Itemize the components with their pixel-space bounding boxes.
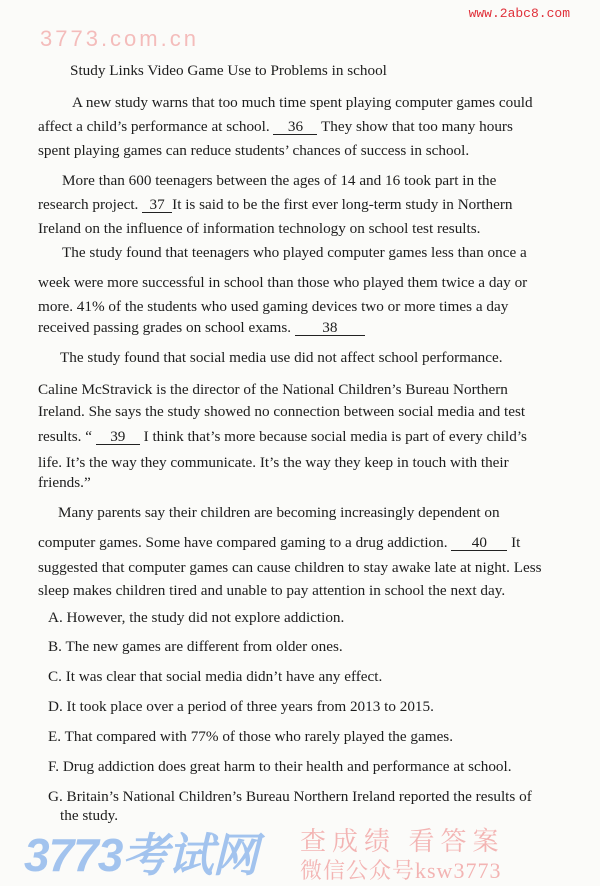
- answer-blank-39: 39: [96, 429, 140, 445]
- text-segment: More than 600 teenagers between the ages of 14 and 16 took part in the: [62, 172, 497, 189]
- text-segment: affect a child’s performance at school.: [38, 118, 274, 135]
- text-segment: sleep makes children tired and unable to pay attention in school the next day.: [38, 582, 506, 599]
- text-line: [38, 220, 480, 238]
- text-segment: A new study warns that too much time spent playing computer games could: [72, 94, 533, 111]
- text-line: [38, 298, 508, 316]
- text-segment: friends.”: [38, 474, 91, 491]
- answer-blank-36: 36: [273, 119, 317, 135]
- text-line: [38, 381, 508, 399]
- text-line: [62, 172, 496, 190]
- text-line: [38, 319, 365, 337]
- text-segment: received passing grades on school exams.: [38, 319, 295, 336]
- option-E: E. That compared with 77% of those who rarely played the games.: [48, 728, 454, 745]
- text-line: [72, 94, 533, 112]
- text-line: [38, 474, 91, 492]
- text-segment: I think that’s more because social media is part of every child’s: [139, 428, 527, 445]
- text-segment: life. It’s the way they communicate. It’s the way they keep in touch with their: [38, 454, 509, 471]
- option-F: F. Drug addiction does great harm to their health and performance at school.: [48, 758, 512, 775]
- text-line: [38, 582, 505, 600]
- watermark-line1: 查成绩 看答案: [300, 827, 505, 856]
- answer-blank-40: 40: [451, 535, 507, 551]
- text-segment: The study found that social media use did not affect school performance.: [60, 349, 503, 366]
- text-segment: Caline McStravick is the director of the National Children’s Bureau Northern: [38, 381, 508, 398]
- text-segment: results. “: [38, 428, 96, 445]
- text-segment: research project.: [38, 196, 143, 213]
- text-segment: Ireland. She says the study showed no connection between social media and test: [38, 403, 526, 420]
- text-line: [38, 454, 509, 472]
- option-A: A. However, the study did not explore addiction.: [48, 609, 345, 626]
- text-segment: It is said to be the first ever long-term study in Northern: [172, 196, 513, 213]
- option-G-cont: the study.: [60, 807, 119, 824]
- text-line: [62, 244, 527, 262]
- option-B: B. The new games are different from older ones.: [48, 638, 343, 655]
- text-segment: Ireland on the influence of information technology on school test results.: [38, 220, 481, 237]
- text-line: [60, 349, 503, 367]
- text-segment: computer games. Some have compared gaming to a drug addiction.: [38, 534, 452, 551]
- watermark-line2: 微信公众号ksw3773: [300, 858, 502, 883]
- watermark-url: 3773.com.cn: [40, 26, 199, 51]
- option-G: G. Britain’s National Children’s Bureau Northern Ireland reported the results of: [48, 788, 532, 805]
- text-segment: week were more successful in school than those who played them twice a day or: [38, 274, 528, 291]
- answer-blank-38: 38: [295, 320, 365, 336]
- text-line: [38, 403, 525, 421]
- text-line: [38, 428, 527, 446]
- article-title: Study Links Video Game Use to Problems in school: [70, 62, 387, 79]
- text-line: [38, 118, 513, 136]
- text-segment: Many parents say their children are becoming increasingly dependent on: [58, 504, 500, 521]
- option-C: C. It was clear that social media didn’t have any effect.: [48, 668, 383, 685]
- option-D: D. It took place over a period of three years from 2013 to 2015.: [48, 698, 434, 715]
- text-segment: more. 41% of the students who used gaming devices two or more times a day: [38, 298, 509, 315]
- text-segment: The study found that teenagers who played computer games less than once a: [62, 244, 527, 261]
- text-segment: They show that too many hours: [317, 118, 513, 135]
- answer-blank-37: 37: [142, 197, 172, 213]
- text-line: [38, 559, 542, 577]
- text-segment: It: [507, 534, 521, 551]
- text-segment: spent playing games can reduce students’ chances of success in school.: [38, 142, 470, 159]
- text-line: [38, 534, 520, 552]
- text-line: [58, 504, 500, 522]
- watermark-logo: 3773考试网: [24, 829, 258, 881]
- text-line: [38, 274, 527, 292]
- text-line: [38, 142, 469, 160]
- text-segment: suggested that computer games can cause children to stay awake late at night. Less: [38, 559, 542, 576]
- text-line: [38, 196, 513, 214]
- site-url: www.2abc8.com: [468, 6, 570, 21]
